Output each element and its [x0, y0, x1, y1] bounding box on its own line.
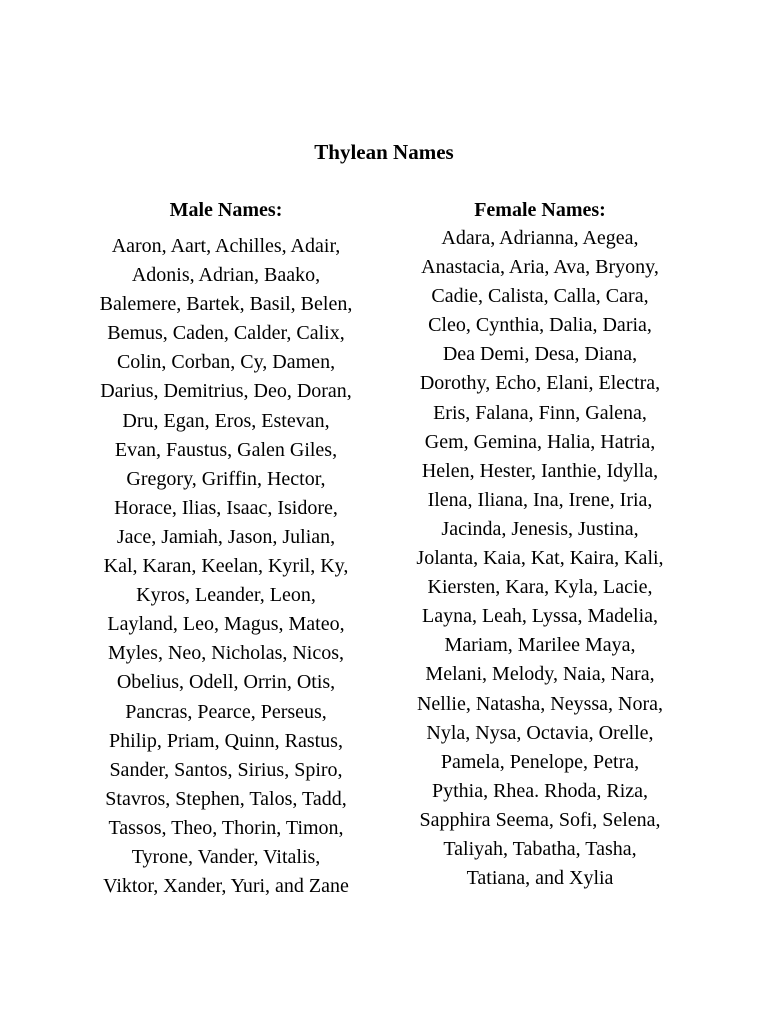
name-line: Philip, Priam, Quinn, Rastus, [109, 729, 343, 752]
name-line: Nellie, Natasha, Neyssa, Nora, [416, 692, 664, 715]
female-names-list [400, 224, 680, 893]
name-line: Stavros, Stephen, Talos, Tadd, [105, 787, 347, 810]
name-line: Helen, Hester, Ianthie, Idylla, [421, 459, 659, 482]
name-line: Tassos, Theo, Thorin, Timon, [108, 816, 344, 839]
female-names-column [400, 197, 680, 893]
page-title: Thylean Names [314, 140, 454, 164]
name-line: Cadie, Calista, Calla, Cara, [431, 285, 649, 308]
name-line: Pythia, Rhea. Rhoda, Riza, [431, 779, 649, 802]
name-line: Adonis, Adrian, Baako, [131, 264, 321, 287]
name-line: Sapphira Seema, Sofi, Selena, [419, 808, 661, 831]
name-line: Kal, Karan, Keelan, Kyril, Ky, [103, 555, 349, 578]
name-line: Bemus, Caden, Calder, Calix, [107, 322, 345, 345]
name-line: Adara, Adrianna, Aegea, [441, 227, 639, 249]
name-line: Cleo, Cynthia, Dalia, Daria, [428, 314, 652, 337]
name-line: Ilena, Iliana, Ina, Irene, Iria, [427, 488, 653, 511]
name-line: Anastacia, Aria, Ava, Bryony, [421, 256, 659, 279]
name-line: Viktor, Xander, Yuri, and Zane [103, 875, 349, 898]
name-line: Jolanta, Kaia, Kat, Kaira, Kali, [416, 547, 664, 570]
name-line: Nyla, Nysa, Octavia, Orelle, [426, 721, 654, 744]
name-line: Dea Demi, Desa, Diana, [442, 343, 638, 366]
name-line: Kiersten, Kara, Kyla, Lacie, [427, 576, 653, 599]
name-line: Eris, Falana, Finn, Galena, [433, 401, 647, 424]
name-line: Sander, Santos, Sirius, Spiro, [109, 758, 343, 781]
name-line: Dru, Egan, Eros, Estevan, [122, 409, 330, 432]
male-names-list [86, 232, 366, 901]
name-line: Obelius, Odell, Orrin, Otis, [116, 671, 336, 694]
female-names-heading: Female Names: [474, 199, 606, 221]
name-line: Layland, Leo, Magus, Mateo, [107, 613, 345, 636]
male-names-column [86, 197, 366, 901]
name-line: Taliyah, Tabatha, Tasha, [443, 837, 637, 860]
name-line: Jacinda, Jenesis, Justina, [441, 517, 639, 540]
name-line: Balemere, Bartek, Basil, Belen, [99, 293, 353, 316]
name-line: Tatiana, and Xylia [466, 867, 614, 890]
name-line: Pancras, Pearce, Perseus, [125, 700, 327, 723]
name-line: Pamela, Penelope, Petra, [440, 750, 640, 773]
name-line: Jace, Jamiah, Jason, Julian, [116, 525, 336, 548]
name-line: Kyros, Leander, Leon, [136, 584, 316, 607]
name-line: Mariam, Marilee Maya, [444, 634, 636, 657]
name-line: Gem, Gemina, Halia, Hatria, [424, 430, 656, 453]
name-line: Layna, Leah, Lyssa, Madelia, [421, 605, 659, 628]
name-line: Gregory, Griffin, Hector, [126, 467, 326, 490]
male-names-heading: Male Names: [169, 199, 283, 221]
name-line: Colin, Corban, Cy, Damen, [116, 351, 336, 374]
name-line: Evan, Faustus, Galen Giles, [114, 438, 338, 461]
name-line: Dorothy, Echo, Elani, Electra, [419, 372, 661, 395]
name-line: Aaron, Aart, Achilles, Adair, [111, 235, 341, 257]
name-line: Melani, Melody, Naia, Nara, [425, 663, 655, 686]
name-line: Tyrone, Vander, Vitalis, [131, 845, 321, 868]
name-line: Horace, Ilias, Isaac, Isidore, [114, 496, 338, 519]
name-line: Myles, Neo, Nicholas, Nicos, [107, 642, 345, 665]
name-line: Darius, Demitrius, Deo, Doran, [100, 380, 352, 403]
